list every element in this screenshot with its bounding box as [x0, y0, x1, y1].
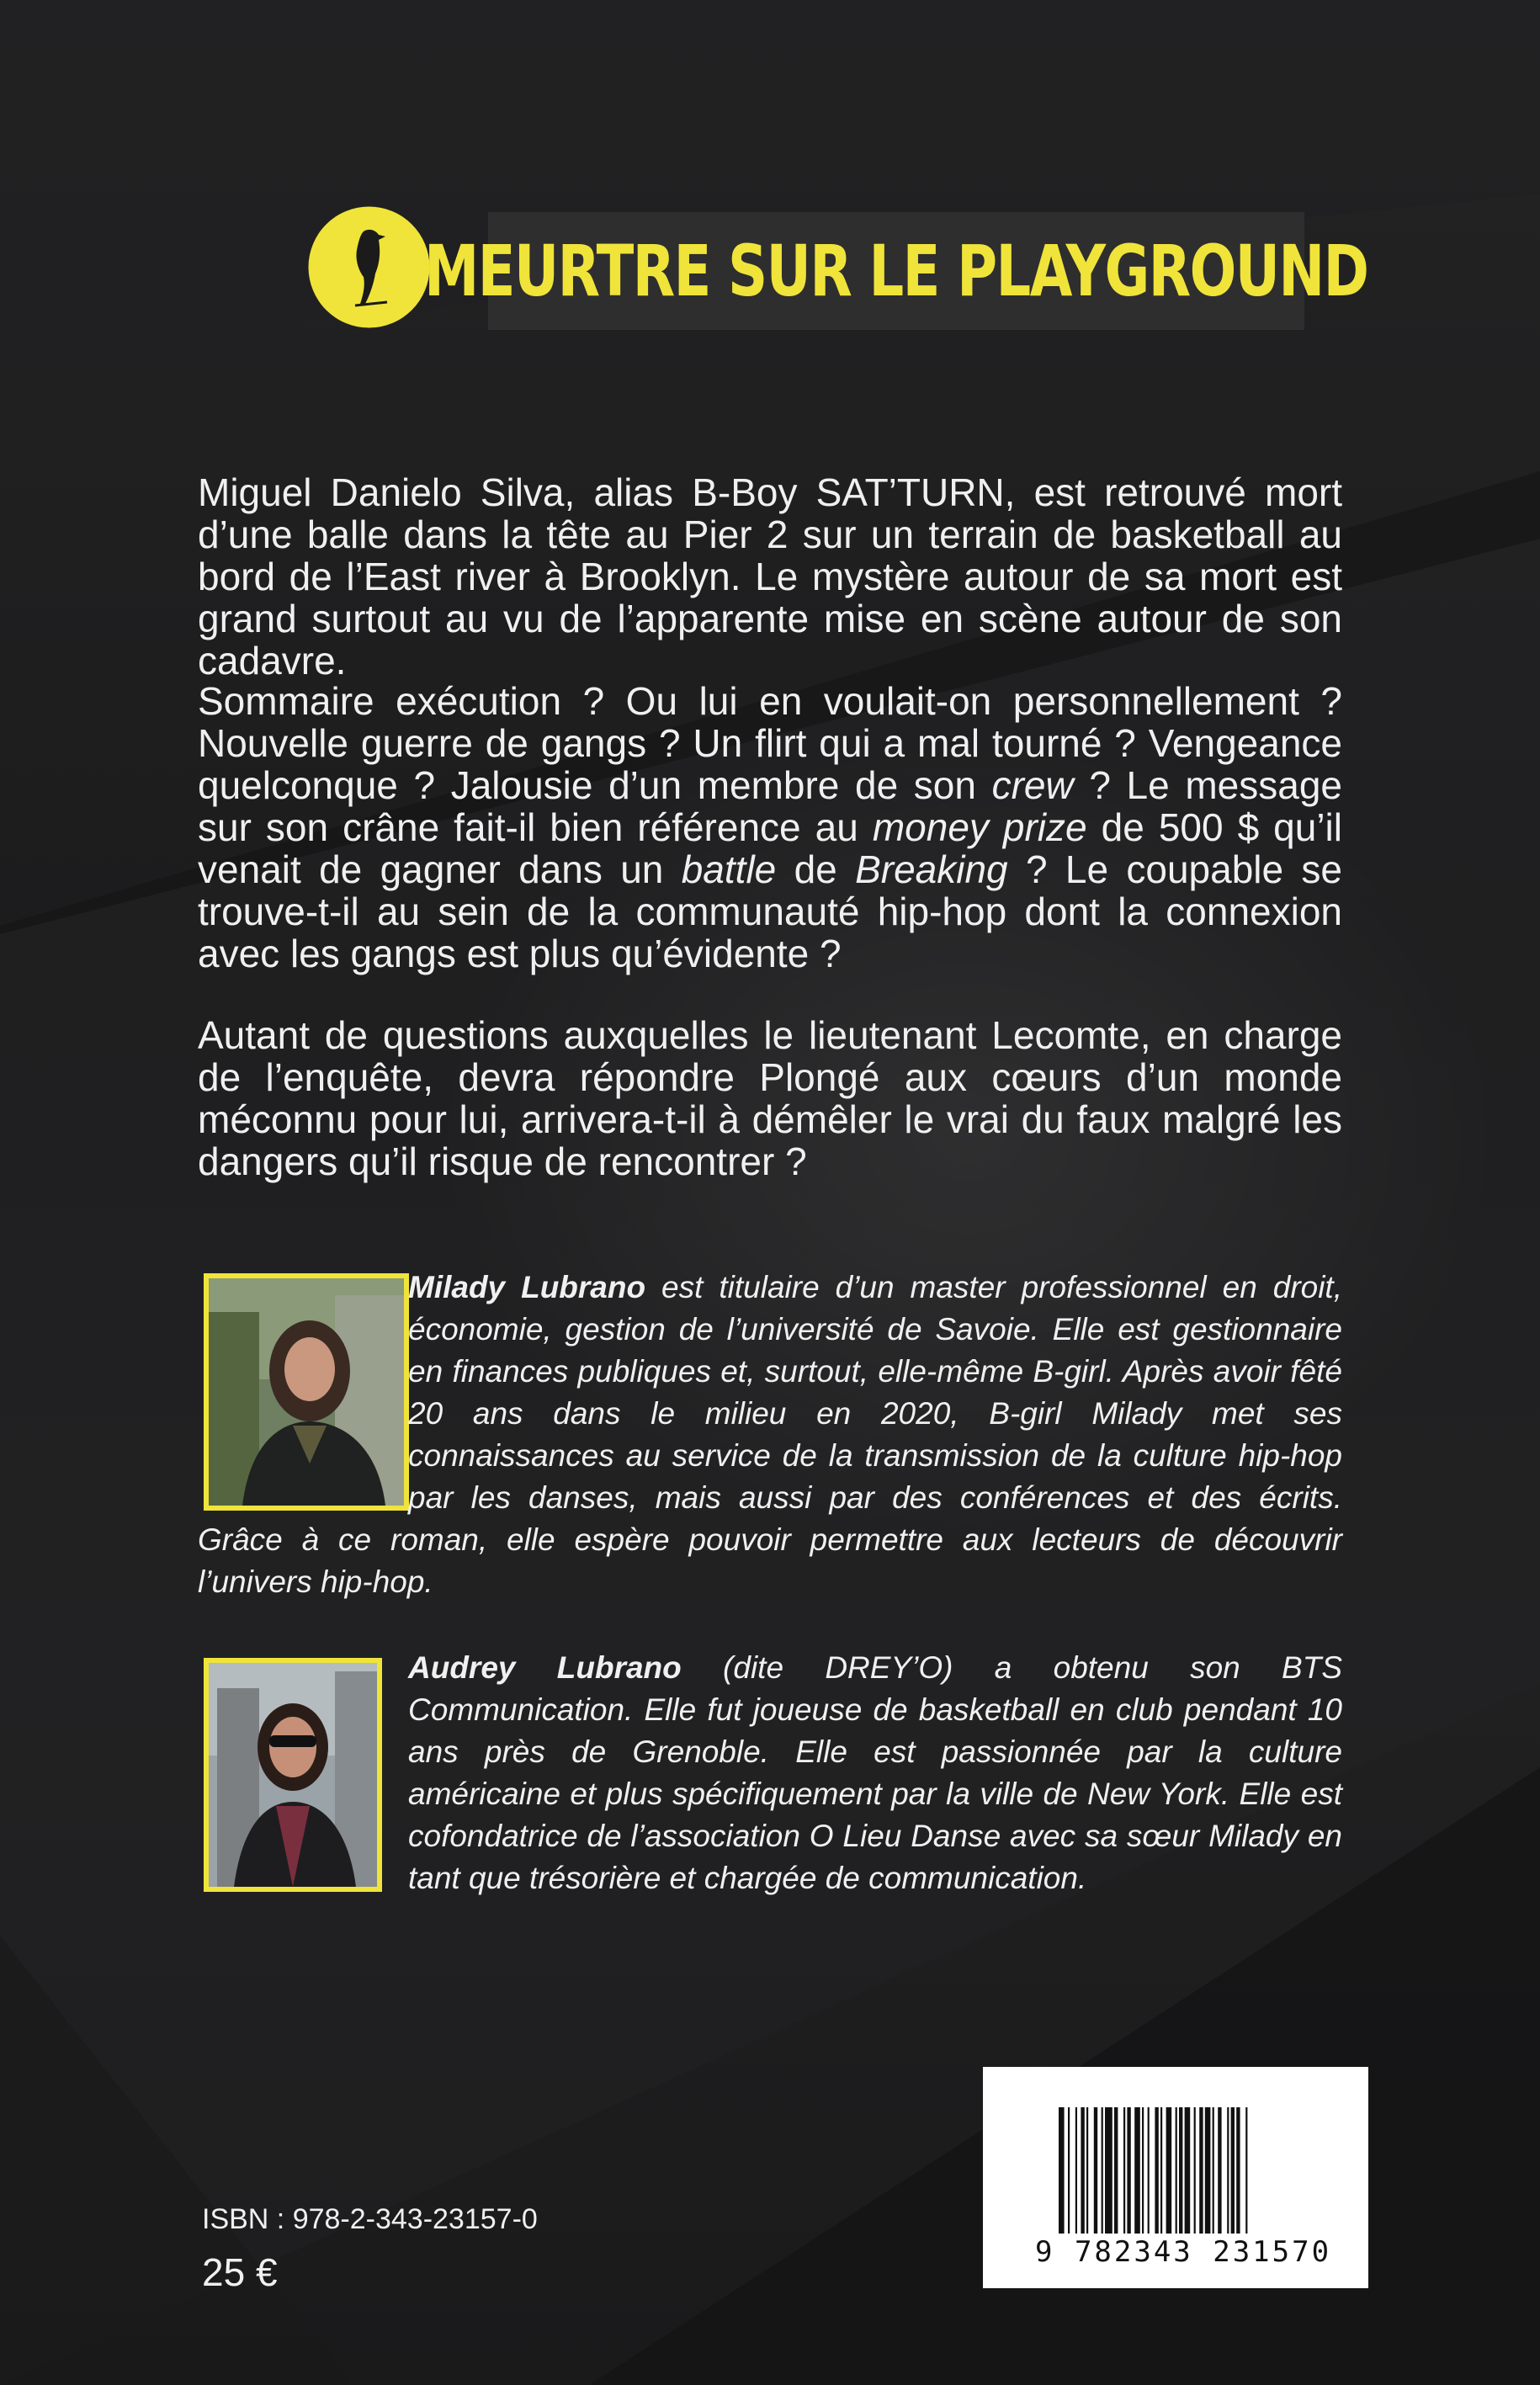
barcode-bar — [1179, 2107, 1182, 2234]
author-name: Audrey Lubrano — [408, 1650, 682, 1685]
barcode-number: 9 782343 231570 — [1035, 2235, 1332, 2269]
barcode-bar — [1059, 2107, 1065, 2234]
barcode-bar — [1199, 2107, 1203, 2234]
barcode-bar — [1205, 2107, 1211, 2234]
barcode-bar — [1075, 2107, 1077, 2234]
barcode-bar — [1231, 2107, 1235, 2234]
barcode-bar — [1185, 2107, 1191, 2234]
synopsis-paragraph-2 — [198, 680, 1342, 975]
barcode-bar — [1194, 2107, 1196, 2234]
barcode-bar — [1068, 2107, 1070, 2234]
italic-term: battle — [681, 847, 777, 891]
barcode-bar — [1160, 2107, 1162, 2234]
barcode-bar — [1236, 2107, 1240, 2234]
photo-spacer — [198, 1267, 408, 1519]
barcode-bar — [1086, 2107, 1088, 2234]
barcode-bar — [1227, 2107, 1229, 2234]
author-bio-milady — [198, 1267, 1342, 1603]
text-span: ? Le message sur son crâne fait-il bien référence au — [198, 763, 1342, 849]
author-name: Milady Lubrano — [408, 1270, 646, 1304]
barcode-box — [983, 2067, 1368, 2288]
author-bio-audrey — [198, 1647, 1342, 1899]
barcode-bar — [1105, 2107, 1113, 2234]
author-bio-text: (dite DREY’O) a obtenu son BTS Communication. Elle fut joueuse de basketball en club pendant 10 ans près de Grenoble. Elle est passionnée par la culture américaine et plus spécifiquement par la ville de New York. Elle est cofondatrice de l’association O Lieu Danse avec sa sœur Milady en tant que trésorière et chargée de communication. — [408, 1650, 1342, 1895]
barcode-bar — [1245, 2107, 1247, 2234]
barcode-bar — [1218, 2107, 1221, 2234]
synopsis-paragraph-1: Miguel Danielo Silva, alias B-Boy SAT’TURN, est retrouvé mort d’une balle dans la tête au Pier 2 sur un terrain de basketball au bord de l’East river à Brooklyn. Le mystère autour de sa mort est grand surtout au vu de l’apparente mise en scène autour de son cadavre. — [198, 470, 1342, 683]
barcode-bar — [1134, 2107, 1140, 2234]
barcode-bar — [1213, 2107, 1214, 2234]
italic-term: money prize — [872, 805, 1087, 849]
italic-term: crew — [991, 763, 1074, 807]
text-span: Sommaire exécution ? Ou lui en voulait-on personnellement ? Nouvelle guerre de gangs ? Un flirt qui a mal tourné ? Vengeance quelconque ? Jalousie d’un membre de son — [198, 679, 1342, 807]
barcode-icon — [1057, 2107, 1309, 2234]
text-span: de 500 $ qu’il venait de gagner dans un — [198, 805, 1343, 891]
price-label: 25 € — [202, 2250, 278, 2294]
isbn-label: ISBN : 978-2-343-23157-0 — [202, 2203, 538, 2235]
barcode-bar — [1155, 2107, 1158, 2234]
barcode-bar — [1102, 2107, 1103, 2234]
barcode-bar — [1094, 2107, 1097, 2234]
barcode-bar — [1166, 2107, 1172, 2234]
barcode-bar — [1081, 2107, 1084, 2234]
barcode-bar — [1176, 2107, 1177, 2234]
barcode-bar — [1114, 2107, 1118, 2234]
photo-spacer — [198, 1647, 408, 1899]
book-title: MEURTRE SUR LE PLAYGROUND — [424, 230, 1368, 312]
synopsis-paragraph-3: Autant de questions auxquelles le lieutenant Lecomte, en charge de l’enquête, devra répondre Plongé aux cœurs d’un monde méconnu pour lui, arrivera-t-il à démêler le vrai du faux malgré les dangers qu’il risque de rencontrer ? — [198, 1013, 1342, 1183]
barcode-bar — [1148, 2107, 1150, 2234]
text-span: ? Le coupable se trouve-t-il au sein de la communauté hip-hop dont la connexion avec les gangs est plus qu’évidente ? — [198, 847, 1343, 975]
title-banner — [424, 212, 1368, 330]
barcode-bar — [1123, 2107, 1125, 2234]
barcode-bar — [1142, 2107, 1144, 2234]
barcode-bar — [1127, 2107, 1130, 2234]
italic-term: Breaking — [855, 847, 1008, 891]
crow-logo-icon — [308, 206, 430, 328]
author-bio-text: est titulaire d’un master professionnel en droit, économie, gestion de l’université de Savoie. Elle est gestionnaire en finances publiques et, surtout, elle-même B-girl. Après avoir fêté 20 ans dans le milieu en 2020, B-girl Milady met ses connaissances au service de la transmission de la culture hip-hop par les danses, mais aussi par des conférences et des écrits. Grâce à ce roman, elle espère pouvoir permettre aux lecteurs de découvrir l’univers hip-hop. — [198, 1270, 1342, 1599]
text-span: de — [776, 847, 856, 891]
